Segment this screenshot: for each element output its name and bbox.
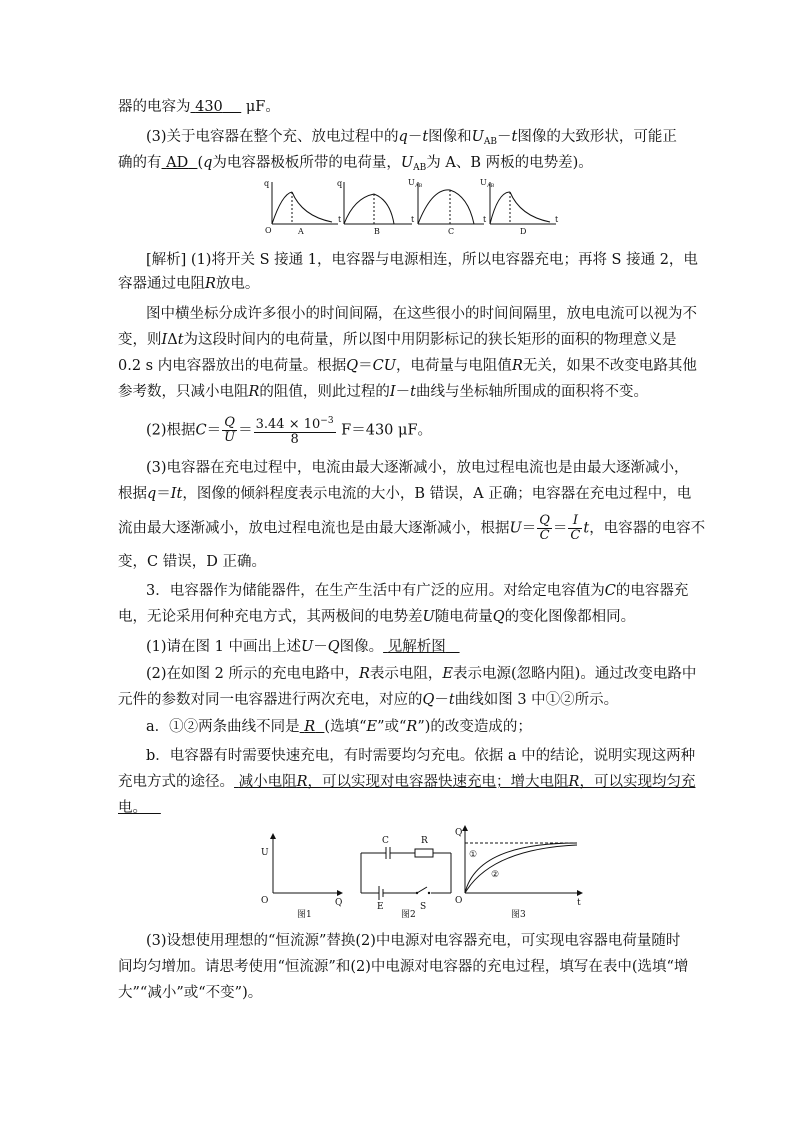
text-line-formula: 流由最大逐渐减小，放电过程电流也是由最大逐渐减小，根据U＝ $\frac{Q}{C}$ ＝ $\frac{I}{C}$ t，电容器的电容不 <box>118 513 706 543</box>
text-line: 确的有 AD (q为电容器极板所带的电荷量，$U_{AB}$为 A、B 两板的电势差)。 <box>118 155 593 173</box>
axis-label-q: q <box>264 179 270 188</box>
answer-blank: 430 <box>195 99 223 115</box>
axis-label-u: U <box>480 178 487 187</box>
axis-label-u-sub: AB <box>487 183 495 189</box>
text-line: (2)在如图 2 所示的充电电路中，R表示电阻，E表示电源(忽略内阻)。通过改变电路中 <box>146 666 697 682</box>
text: μF。 <box>241 99 280 115</box>
fig1-axis-q: Q <box>335 898 343 908</box>
text-line: 间均匀增加。请思考使用“恒流源”和(2)中电源对电容器的充电过程，填写在表中(选填“增 <box>118 959 689 975</box>
answer-blank: 电。 <box>118 800 147 816</box>
fig1-label: 图1 <box>297 910 312 920</box>
axis-label-t: t <box>555 215 559 224</box>
figure-bottom <box>255 825 585 921</box>
answer-blank: 见解析图 <box>387 639 446 655</box>
axis-label-t: t <box>338 215 342 224</box>
graph-label-d: D <box>520 227 527 236</box>
fraction: $\frac{I}{C}$ <box>570 513 581 543</box>
text-line: 元件的参数对同一电容器进行两次充电，对应的Q－t曲线如图 3 中①②所示。 <box>118 692 619 708</box>
text-line: 变，C 错误，D 正确。 <box>118 554 266 570</box>
fig2-label: 图2 <box>401 910 416 920</box>
axis-label-t: t <box>411 215 415 224</box>
text-line <box>118 798 161 818</box>
fig3-curve-1-label: ① <box>469 850 478 860</box>
figure-qt-graphs <box>262 176 562 236</box>
text-line: 0.2 s 内电容器放出的电荷量。根据Q＝CU，电荷量与电阻值R无关，如果不改变电路其他 <box>118 358 697 374</box>
fig2-capacitor-label: C <box>382 836 389 846</box>
text-line: (3)设想使用理想的“恒流源”替换(2)中电源对电容器充电，可实现电容器电荷量随时 <box>146 933 681 949</box>
text-line <box>118 97 280 117</box>
text-line: b．电容器有时需要快速充电，有时需要均匀充电。依据 a 中的结论，说明实现这两种 <box>146 748 696 764</box>
fig1-origin: O <box>261 896 269 906</box>
fig3-axis-t: t <box>577 898 581 908</box>
answer-blank: 减小电阻R，可以实现对电容器快速充电；增大电阻R，可以实现均匀充 <box>238 774 696 790</box>
fraction: $\frac{3.44 \times 10^{-3}}{8}$ <box>255 416 334 447</box>
text-line-formula: (2)根据C＝ $\frac{Q}{U}$ ＝ $\frac{3.44 \times 10^{-3}}{8}$ F＝430 μF。 <box>146 415 433 447</box>
text-line: 大”“减小”或“不变”)。 <box>118 985 263 1001</box>
fig2-source-label: E <box>377 902 384 912</box>
fig3-label: 图3 <box>511 910 526 920</box>
graph-label-a: A <box>298 227 304 236</box>
axis-label-q: q <box>337 179 343 188</box>
axis-label-u: U <box>408 178 415 187</box>
text-line: 充电方式的途径。 减小电阻R，可以实现对电容器快速充电；增大电阻R，可以实现均匀充 <box>118 774 696 790</box>
origin-label: O <box>265 226 272 235</box>
text-line: 根据q＝It，图像的倾斜程度表示电流的大小，B 错误，A 正确；电容器在充电过程中，电 <box>118 486 692 502</box>
text-line: (3)电容器在充电过程中，电流由最大逐渐减小，放电过程电流也是由最大逐渐减小， <box>146 460 689 476</box>
graph-label-b: B <box>374 227 380 236</box>
text-line: [解析] (1)将开关 S 接通 1，电容器与电源相连，所以电容器充电；再将 S 接通 2，电 <box>146 252 698 268</box>
fig3-curve-2-label: ② <box>491 870 500 880</box>
answer-blank: R <box>304 719 316 735</box>
fig2-resistor-label: R <box>421 836 428 846</box>
fraction: $\frac{Q}{C}$ <box>539 513 550 543</box>
fig1-axis-u: U <box>261 848 269 858</box>
fig2-switch-label: S <box>420 902 427 912</box>
text: 器的电容为 <box>118 99 191 115</box>
fig3-axis-q: Q <box>455 828 463 838</box>
graph-label-c: C <box>448 227 455 236</box>
axis-label-t: t <box>483 215 487 224</box>
fig3-origin: O <box>455 896 463 906</box>
axis-label-u-sub: AB <box>415 183 423 189</box>
text-line: 变，则IΔt为这段时间内的电荷量，所以图中用阴影标记的狭长矩形的面积的物理意义是 <box>118 332 677 348</box>
fraction: $\frac{Q}{U}$ <box>224 415 236 445</box>
text-line: a．①②两条曲线不同是 R (选填“E”或“R”)的改变造成的； <box>146 719 532 735</box>
text-line: 参考数，只减小电阻R的阻值，则此过程的I－t曲线与坐标轴所围成的面积将不变。 <box>118 384 648 400</box>
text-line: 电，无论采用何种充电方式，其两极间的电势差U随电荷量Q的变化图像都相同。 <box>118 609 636 625</box>
text-line: 图中横坐标分成许多很小的时间间隔，在这些很小的时间间隔里，放电电流可以视为不 <box>146 306 697 322</box>
text-line: (3)关于电容器在整个充、放电过程中的q－t图像和$U_{AB}-t$图像的大致形状，可能正 <box>146 129 677 147</box>
text-line: 容器通过电阻R放电。 <box>118 276 260 292</box>
text-line: 3．电容器作为储能器件，在生产生活中有广泛的应用。对给定电容值为C的电容器充 <box>146 583 689 599</box>
text-line: (1)请在图 1 中画出上述U－Q图像。 见解析图 <box>146 637 460 657</box>
answer-blank: AD <box>166 155 189 171</box>
